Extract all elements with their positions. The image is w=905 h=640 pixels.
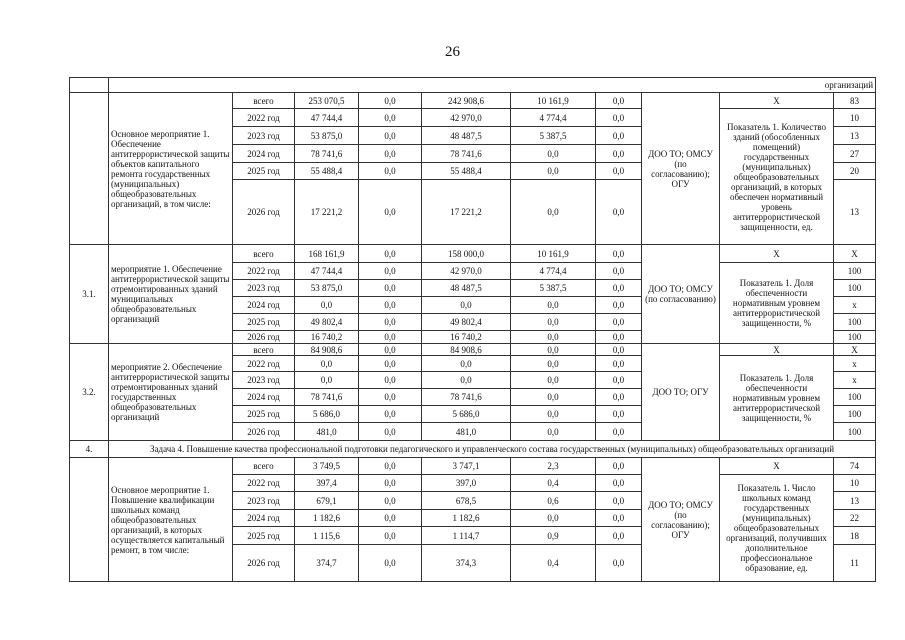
total-funding: 168 161,9	[295, 245, 359, 263]
indicator-description: Показатель 1. Доля обеспеченности нормативным уровнем антитеррористической защищенности, %	[720, 356, 834, 441]
federal-funding: 0,0	[359, 545, 422, 582]
indicator-value: х	[834, 297, 876, 314]
local-funding: 0,0	[511, 406, 596, 423]
task-row	[70, 441, 876, 458]
regional-funding: 17 221,2	[422, 180, 511, 245]
total-funding: 55 488,4	[295, 163, 359, 180]
local-funding: 0,0	[511, 145, 596, 163]
extra-funding: 0,0	[596, 280, 642, 297]
extra-funding: 0,0	[596, 297, 642, 314]
year-cell: 2024 год	[233, 297, 295, 314]
federal-funding: 0,0	[359, 127, 422, 145]
extra-funding: 0,0	[596, 163, 642, 180]
federal-funding: 0,0	[359, 372, 422, 389]
local-funding: 0,4	[511, 475, 596, 492]
indicator-value: 10	[834, 475, 876, 492]
header-tail-row	[70, 78, 876, 93]
row-number	[70, 93, 109, 245]
regional-funding: 1 182,6	[422, 510, 511, 527]
indicator-value: Х	[834, 344, 876, 356]
year-cell: 2026 год	[233, 180, 295, 245]
indicator-value: 13	[834, 492, 876, 510]
regional-funding: 42 970,0	[422, 263, 511, 280]
indicator-x: Х	[720, 245, 834, 263]
extra-funding: 0,0	[596, 545, 642, 582]
extra-funding: 0,0	[596, 127, 642, 145]
indicator-value: 10	[834, 109, 876, 127]
year-cell: всего	[233, 344, 295, 356]
federal-funding: 0,0	[359, 389, 422, 406]
extra-funding: 0,0	[596, 356, 642, 372]
extra-funding: 0,0	[596, 314, 642, 331]
total-funding: 481,0	[295, 423, 359, 441]
page-number: 26	[445, 44, 460, 60]
regional-funding: 374,3	[422, 545, 511, 582]
indicator-value: 100	[834, 389, 876, 406]
total-funding: 78 741,6	[295, 389, 359, 406]
federal-funding: 0,0	[359, 163, 422, 180]
year-cell: 2022 год	[233, 109, 295, 127]
total-funding: 253 070,5	[295, 93, 359, 109]
year-cell: 2025 год	[233, 527, 295, 545]
year-cell: 2024 год	[233, 389, 295, 406]
federal-funding: 0,0	[359, 475, 422, 492]
extra-funding: 0,0	[596, 344, 642, 356]
row-number: 3.1.	[70, 245, 109, 344]
indicator-value: 20	[834, 163, 876, 180]
local-funding: 0,0	[511, 356, 596, 372]
total-funding: 1 182,6	[295, 510, 359, 527]
total-funding: 53 875,0	[295, 127, 359, 145]
year-cell: 2022 год	[233, 263, 295, 280]
extra-funding: 0,0	[596, 475, 642, 492]
local-funding: 0,9	[511, 527, 596, 545]
federal-funding: 0,0	[359, 406, 422, 423]
regional-funding: 0,0	[422, 356, 511, 372]
federal-funding: 0,0	[359, 109, 422, 127]
indicator-value: 100	[834, 406, 876, 423]
indicator-value: 100	[834, 331, 876, 344]
total-funding: 5 686,0	[295, 406, 359, 423]
local-funding: 0,0	[511, 180, 596, 245]
local-funding: 0,0	[511, 372, 596, 389]
year-cell: 2022 год	[233, 356, 295, 372]
federal-funding: 0,0	[359, 93, 422, 109]
indicator-description: Показатель 1. Количество зданий (обособленных помещений) государственных (муниципальных) общеобразовательных организаций, в которых обеспечен нормативный уровень антитеррористической защищенности, ед.	[720, 109, 834, 245]
indicator-value: 11	[834, 545, 876, 582]
year-cell: 2025 год	[233, 163, 295, 180]
local-funding: 4 774,4	[511, 263, 596, 280]
federal-funding: 0,0	[359, 297, 422, 314]
header-tail: организаций	[109, 78, 876, 93]
federal-funding: 0,0	[359, 356, 422, 372]
indicator-value: 100	[834, 423, 876, 441]
regional-funding: 678,5	[422, 492, 511, 510]
year-cell: 2024 год	[233, 145, 295, 163]
regional-funding: 0,0	[422, 297, 511, 314]
regional-funding: 0,0	[422, 372, 511, 389]
federal-funding: 0,0	[359, 344, 422, 356]
table-row	[70, 344, 876, 356]
indicator-x: Х	[720, 344, 834, 356]
extra-funding: 0,0	[596, 458, 642, 475]
year-cell: 2025 год	[233, 406, 295, 423]
year-cell: всего	[233, 245, 295, 263]
responsible-executor: ДОО ТО; ОГУ	[642, 344, 720, 441]
regional-funding: 55 488,4	[422, 163, 511, 180]
regional-funding: 3 747,1	[422, 458, 511, 475]
regional-funding: 78 741,6	[422, 145, 511, 163]
indicator-description: Показатель 1. Число школьных команд государственных (муниципальных) общеобразовательных организаций, получивших дополнительное профессиональное образование, ед.	[720, 475, 834, 582]
regional-funding: 158 000,0	[422, 245, 511, 263]
extra-funding: 0,0	[596, 263, 642, 280]
total-funding: 0,0	[295, 356, 359, 372]
indicator-value: 13	[834, 127, 876, 145]
extra-funding: 0,0	[596, 93, 642, 109]
total-funding: 53 875,0	[295, 280, 359, 297]
indicator-value: 18	[834, 527, 876, 545]
task-text: Задача 4. Повышение качества профессиональной подготовки педагогического и управленческого состава государственных (муниципальных) общеобразовательных организаций	[109, 441, 876, 458]
indicator-value: 100	[834, 263, 876, 280]
extra-funding: 0,0	[596, 145, 642, 163]
task-number: 4.	[70, 441, 109, 458]
year-cell: 2024 год	[233, 510, 295, 527]
regional-funding: 49 802,4	[422, 314, 511, 331]
indicator-value: 13	[834, 180, 876, 245]
regional-funding: 42 970,0	[422, 109, 511, 127]
total-funding: 49 802,4	[295, 314, 359, 331]
regional-funding: 78 741,6	[422, 389, 511, 406]
total-funding: 47 744,4	[295, 263, 359, 280]
federal-funding: 0,0	[359, 458, 422, 475]
table-body	[70, 78, 876, 582]
regional-funding: 48 487,5	[422, 280, 511, 297]
federal-funding: 0,0	[359, 423, 422, 441]
total-funding: 397,4	[295, 475, 359, 492]
year-cell: 2023 год	[233, 127, 295, 145]
year-cell: 2023 год	[233, 492, 295, 510]
federal-funding: 0,0	[359, 331, 422, 344]
indicator-value: 74	[834, 458, 876, 475]
local-funding: 5 387,5	[511, 280, 596, 297]
year-cell: всего	[233, 93, 295, 109]
program-table	[69, 77, 876, 582]
local-funding: 0,0	[511, 510, 596, 527]
regional-funding: 242 908,6	[422, 93, 511, 109]
federal-funding: 0,0	[359, 145, 422, 163]
measure-description: Основное мероприятие 1. Повышение квалификации школьных команд общеобразовательных организаций, в которых осуществляется капитальный ремонт, в том числе:	[109, 458, 233, 582]
year-cell: 2023 год	[233, 372, 295, 389]
indicator-value: Х	[834, 245, 876, 263]
total-funding: 679,1	[295, 492, 359, 510]
local-funding: 0,0	[511, 423, 596, 441]
indicator-value: х	[834, 356, 876, 372]
table-row	[70, 458, 876, 475]
year-cell: всего	[233, 458, 295, 475]
regional-funding: 481,0	[422, 423, 511, 441]
local-funding: 0,6	[511, 492, 596, 510]
total-funding: 0,0	[295, 372, 359, 389]
year-cell: 2022 год	[233, 475, 295, 492]
regional-funding: 397,0	[422, 475, 511, 492]
header-tail-num-cell	[70, 78, 109, 93]
local-funding: 5 387,5	[511, 127, 596, 145]
responsible-executor: ДОО ТО; ОМСУ (по согласованию); ОГУ	[642, 458, 720, 582]
federal-funding: 0,0	[359, 492, 422, 510]
total-funding: 47 744,4	[295, 109, 359, 127]
regional-funding: 1 114,7	[422, 527, 511, 545]
indicator-value: 100	[834, 314, 876, 331]
indicator-value: х	[834, 372, 876, 389]
indicator-x: Х	[720, 458, 834, 475]
total-funding: 3 749,5	[295, 458, 359, 475]
extra-funding: 0,0	[596, 372, 642, 389]
federal-funding: 0,0	[359, 180, 422, 245]
local-funding: 0,0	[511, 314, 596, 331]
extra-funding: 0,0	[596, 423, 642, 441]
indicator-x: Х	[720, 93, 834, 109]
indicator-value: 22	[834, 510, 876, 527]
total-funding: 84 908,6	[295, 344, 359, 356]
indicator-description: Показатель 1. Доля обеспеченности нормативным уровнем антитеррористической защищенности, %	[720, 263, 834, 344]
extra-funding: 0,0	[596, 109, 642, 127]
year-cell: 2025 год	[233, 314, 295, 331]
extra-funding: 0,0	[596, 180, 642, 245]
measure-description: мероприятие 1. Обеспечение антитеррористической защиты отремонтированных зданий муниципальных общеобразовательных организаций	[109, 245, 233, 344]
regional-funding: 16 740,2	[422, 331, 511, 344]
local-funding: 0,0	[511, 389, 596, 406]
total-funding: 78 741,6	[295, 145, 359, 163]
indicator-value: 27	[834, 145, 876, 163]
local-funding: 0,0	[511, 344, 596, 356]
federal-funding: 0,0	[359, 314, 422, 331]
local-funding: 4 774,4	[511, 109, 596, 127]
table-row	[70, 93, 876, 109]
year-cell: 2026 год	[233, 331, 295, 344]
federal-funding: 0,0	[359, 527, 422, 545]
year-cell: 2023 год	[233, 280, 295, 297]
total-funding: 16 740,2	[295, 331, 359, 344]
federal-funding: 0,0	[359, 280, 422, 297]
local-funding: 2,3	[511, 458, 596, 475]
table-row	[70, 245, 876, 263]
total-funding: 374,7	[295, 545, 359, 582]
extra-funding: 0,0	[596, 389, 642, 406]
local-funding: 0,0	[511, 331, 596, 344]
extra-funding: 0,0	[596, 245, 642, 263]
extra-funding: 0,0	[596, 527, 642, 545]
extra-funding: 0,0	[596, 406, 642, 423]
measure-description: Основное мероприятие 1. Обеспечение антитеррористической защиты объектов капитального ремонта государственных (муниципальных) общеобразовательных организаций, в том числе:	[109, 93, 233, 245]
federal-funding: 0,0	[359, 245, 422, 263]
year-cell: 2026 год	[233, 423, 295, 441]
local-funding: 0,0	[511, 297, 596, 314]
extra-funding: 0,0	[596, 331, 642, 344]
responsible-executor: ДОО ТО; ОМСУ (по согласованию)	[642, 245, 720, 344]
measure-description: мероприятие 2. Обеспечение антитеррористической защиты отремонтированных зданий государственных общеобразовательных организаций	[109, 344, 233, 441]
regional-funding: 48 487,5	[422, 127, 511, 145]
regional-funding: 84 908,6	[422, 344, 511, 356]
total-funding: 1 115,6	[295, 527, 359, 545]
total-funding: 17 221,2	[295, 180, 359, 245]
local-funding: 0,4	[511, 545, 596, 582]
extra-funding: 0,0	[596, 492, 642, 510]
local-funding: 10 161,9	[511, 245, 596, 263]
federal-funding: 0,0	[359, 263, 422, 280]
regional-funding: 5 686,0	[422, 406, 511, 423]
federal-funding: 0,0	[359, 510, 422, 527]
local-funding: 10 161,9	[511, 93, 596, 109]
row-number: 3.2.	[70, 344, 109, 441]
indicator-value: 100	[834, 280, 876, 297]
total-funding: 0,0	[295, 297, 359, 314]
extra-funding: 0,0	[596, 510, 642, 527]
row-number	[70, 458, 109, 582]
responsible-executor: ДОО ТО; ОМСУ (по согласованию); ОГУ	[642, 93, 720, 245]
year-cell: 2026 год	[233, 545, 295, 582]
local-funding: 0,0	[511, 163, 596, 180]
indicator-value: 83	[834, 93, 876, 109]
